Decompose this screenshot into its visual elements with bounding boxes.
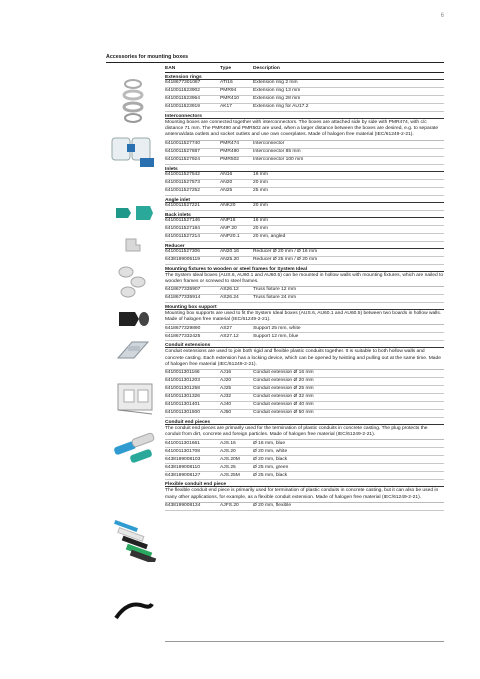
description-cell: Ø 25 mm, green — [253, 464, 289, 470]
section-title: Conduit extensions — [165, 341, 444, 348]
table-row — [165, 234, 444, 242]
table-row — [165, 410, 444, 418]
table-end-rule — [165, 641, 444, 642]
ean-cell: 6410011523964 — [165, 96, 200, 102]
description-cell: Ø 20 mm, black — [253, 456, 288, 462]
table-row — [165, 456, 444, 464]
section-title: Back inlets — [165, 211, 444, 218]
ean-cell: 6438199008110 — [165, 464, 200, 470]
ean-cell: 6418677335907 — [165, 287, 201, 293]
ean-cell: 6410011301708 — [165, 448, 200, 454]
ean-cell: 6418677329890 — [165, 325, 201, 331]
extension-rings-image — [118, 77, 148, 125]
ean-cell: 6410011527214 — [165, 234, 200, 239]
ean-cell: 6410011301401 — [165, 402, 200, 408]
type-cell: AN25.20 — [220, 257, 240, 262]
table-row — [165, 333, 444, 341]
table-row — [165, 188, 444, 196]
ean-cell: 6410011527573 — [165, 180, 200, 185]
ean-cell: 6410011527184 — [165, 226, 200, 231]
table-row — [165, 226, 444, 234]
description-cell: Interconnector — [253, 141, 285, 146]
type-cell: AJS.25M — [220, 472, 240, 478]
section-title: Interconnectors — [165, 112, 444, 119]
page-number: 6 — [440, 13, 444, 19]
header-type: Type — [220, 65, 232, 71]
ean-cell: 6438199008103 — [165, 456, 201, 462]
table-header — [165, 64, 444, 73]
section-description: The conduit end pieces are primarily used for the termination of plastic conduits in concrete casting. The plug protects the conduit from dirt, concrete and foreign particles. Made of halogen free material (IEC/61249-2-21). — [165, 425, 444, 440]
description-cell: Ø 25 mm, black — [253, 472, 288, 478]
type-cell: AN20 — [220, 180, 233, 185]
table-row — [165, 503, 444, 511]
type-cell: AJ16 — [220, 370, 232, 376]
section-description: The System Ideal boxes (AUS.6, AU60.1 and AU60.5) can be mounted in hollow walls with mounting fixtures, which are nailed to wooden frames or screwed to steel frames. — [165, 272, 444, 287]
description-cell: 16 mm — [253, 172, 268, 177]
description-cell: 20 mm — [253, 180, 268, 185]
type-cell: AS27 — [220, 325, 232, 331]
table-row — [165, 464, 444, 472]
flexible-end-piece-image — [112, 598, 156, 624]
conduit-end-pieces-image — [110, 518, 162, 562]
type-cell: AK17 — [220, 104, 232, 110]
table-row — [165, 172, 444, 180]
type-cell: AN16 — [220, 172, 233, 177]
description-cell: Extension ring 28 mm — [253, 96, 301, 102]
ean-cell: 6410011301258 — [165, 386, 200, 392]
type-cell: AJ50 — [220, 410, 232, 416]
type-cell: ANP16 — [220, 218, 236, 223]
ean-cell: 6410011527221 — [165, 203, 200, 208]
table-row — [165, 249, 444, 257]
description-cell: Truss fixture 24 mm — [253, 295, 297, 301]
description-cell: Conduit extension Ø 20 mm — [253, 378, 314, 384]
ean-cell: 6438199008134 — [165, 503, 201, 509]
ean-cell: 6410011527740 — [165, 141, 200, 146]
ean-cell: 6410011527146 — [165, 218, 200, 223]
ean-cell: 6410011301203 — [165, 378, 200, 384]
type-cell: PMR502 — [220, 157, 240, 162]
description-cell: Interconnector 100 mm — [253, 157, 304, 162]
type-cell: PMR410 — [220, 96, 240, 102]
description-cell: Truss fixture 12 mm — [253, 287, 297, 293]
ean-cell: 6410011527924 — [165, 157, 200, 162]
description-cell: Interconnector 85 mm — [253, 149, 301, 154]
type-cell: ANP20.1 — [220, 234, 240, 239]
ean-cell: 6410011301500 — [165, 410, 200, 416]
type-cell: AJ32 — [220, 394, 232, 400]
type-cell: AN25 — [220, 188, 233, 193]
section-title: Flexible conduit end piece — [165, 480, 444, 487]
section-description: Mounting boxes are connected together with interconnectors. The boxes are attached side by side with PMR474, with c/c distance 71 mm. The PMR490 and PMR502 are used, when a larger distance between the boxes are desired, e.g. to separate antenna/data outlets and socket outlets and use own coverplates. Made of halogen free material (IEC/61249-2-21). — [165, 119, 444, 141]
description-cell: 20 mm — [253, 226, 268, 231]
ean-cell: 6410011523902 — [165, 88, 200, 94]
section-description: Conduit extensions are used to join both rigid and flexible plastic conduits together. It is suitable to both hollow walls and concrete casting. Each extension has a locking device, which can be opened by twisting and pulling out at the same time. Made of halogen free material (IEC/61249-2-21). — [165, 348, 444, 370]
table-row — [165, 394, 444, 402]
ean-cell: 6410011523919 — [165, 104, 200, 110]
back-inlets-image — [114, 262, 154, 300]
ean-cell: 6410011527887 — [165, 149, 200, 154]
type-cell: AJS.20M — [220, 456, 240, 462]
section-title: Extension rings — [165, 73, 444, 80]
type-cell: AN20.16 — [220, 249, 240, 254]
ean-cell: 6410011527542 — [165, 172, 200, 177]
type-cell: AS27.12 — [220, 333, 239, 339]
type-cell: AJS.16 — [220, 440, 236, 446]
section-title: Mounting fixtures to wooden or steel frames for System Ideal — [165, 265, 444, 272]
mounting-fixture-image — [114, 336, 154, 364]
table-row — [165, 180, 444, 188]
description-cell: Extension ring for AU17.2 — [253, 104, 309, 110]
type-cell: ANK20 — [220, 203, 236, 208]
table-row — [165, 287, 444, 295]
section-description: The flexible conduit end piece is primarily used for termination of plastic conduits in concrete casting, but it can also be used in many other applications, for example, as a flexible conduit extension. Made of halogen free material (IEC/61249-2-21). — [165, 487, 444, 502]
table-row — [165, 96, 444, 104]
section-title: Mounting box support — [165, 303, 444, 310]
table-row — [165, 386, 444, 394]
ean-cell: 6438199005119 — [165, 257, 200, 262]
section-title: Conduit end pieces — [165, 418, 444, 425]
type-cell: PMR94 — [220, 88, 237, 94]
description-cell: Conduit extension Ø 32 mm — [253, 394, 314, 400]
description-cell: Reducer Ø 20 mm / Ø 16 mm — [253, 249, 318, 254]
description-cell: Ø 20 mm, white — [253, 448, 288, 454]
description-cell: Extension ring 2 mm — [253, 80, 298, 86]
table-row — [165, 104, 444, 112]
ean-cell: 6410011527306 — [165, 249, 200, 254]
box-support-image — [112, 378, 158, 416]
section-title: Angle inlet — [165, 196, 444, 203]
description-cell: Ø 20 mm, flexible — [253, 503, 292, 509]
table-row — [165, 448, 444, 456]
type-cell: PMR490 — [220, 149, 240, 154]
description-cell: Support 25 mm, white — [253, 325, 301, 331]
table-row — [165, 157, 444, 165]
description-cell: Support 12 mm, blue — [253, 333, 299, 339]
table-row — [165, 80, 444, 88]
conduit-extensions-image — [110, 426, 160, 468]
table-row — [165, 440, 444, 448]
table-row — [165, 472, 444, 480]
section-title: Reducer — [165, 242, 444, 249]
table-row — [165, 203, 444, 211]
table-row — [165, 141, 444, 149]
type-cell: PMR474 — [220, 141, 240, 146]
description-cell: 20 mm, angled — [253, 234, 286, 239]
header-ean: EAN — [165, 65, 176, 71]
ean-cell: 6410011301166 — [165, 370, 200, 376]
ean-cell: 6418677335914 — [165, 295, 201, 301]
type-cell: AJ25 — [220, 386, 232, 392]
angle-inlet-image — [122, 236, 142, 254]
table-row — [165, 88, 444, 96]
type-cell: AJS.20 — [220, 448, 236, 454]
table-row — [165, 257, 444, 265]
type-cell: AS26.12 — [220, 287, 239, 293]
description-cell: Ø 16 mm, blue — [253, 440, 286, 446]
reducer-image — [116, 308, 152, 330]
description-cell: 20 mm — [253, 203, 268, 208]
table-row — [165, 325, 444, 333]
table-row — [165, 402, 444, 410]
description-cell: Conduit extension Ø 16 mm — [253, 370, 314, 376]
header-description: Description — [253, 65, 280, 71]
type-cell: AJ40 — [220, 402, 232, 408]
ean-cell: 6410011527252 — [165, 188, 200, 193]
description-cell: 16 mm — [253, 218, 268, 223]
table-row — [165, 370, 444, 378]
type-cell: AJS.25 — [220, 464, 236, 470]
type-cell: AJFS.20 — [220, 503, 239, 509]
ean-cell: 6418677301087 — [165, 80, 201, 86]
table-row — [165, 295, 444, 303]
section-description: Mounting box supports are used to fit the System Ideal boxes (AUS.6, AU60.1 and AU60.5) between two boards in hollow walls. Made of halogen free material (IEC/61249-2-21). — [165, 310, 444, 325]
type-cell: AS26.24 — [220, 295, 239, 301]
ean-cell: 6410011301326 — [165, 394, 200, 400]
table-row — [165, 149, 444, 157]
ean-cell: 6438199008127 — [165, 472, 201, 478]
ean-cell: 6418677332425 — [165, 333, 201, 339]
product-table — [165, 64, 444, 511]
description-cell: 25 mm — [253, 188, 268, 193]
description-cell: Conduit extension Ø 40 mm — [253, 402, 314, 408]
type-cell: ANP 20 — [220, 226, 237, 231]
description-cell: Reducer Ø 25 mm / Ø 20 mm — [253, 257, 318, 262]
ean-cell: 6410011301661 — [165, 440, 200, 446]
section-title: Inlets — [165, 165, 444, 172]
description-cell: Extension ring 13 mm — [253, 88, 301, 94]
type-cell: ATI16 — [220, 80, 233, 86]
page-title: Accessories for mounting boxes — [106, 54, 444, 63]
inlets-image — [112, 202, 156, 224]
interconnectors-image — [110, 132, 158, 170]
description-cell: Conduit extension Ø 25 mm — [253, 386, 314, 392]
description-cell: Conduit extension Ø 50 mm — [253, 410, 314, 416]
type-cell: AJ20 — [220, 378, 232, 384]
table-row — [165, 378, 444, 386]
table-row — [165, 218, 444, 226]
